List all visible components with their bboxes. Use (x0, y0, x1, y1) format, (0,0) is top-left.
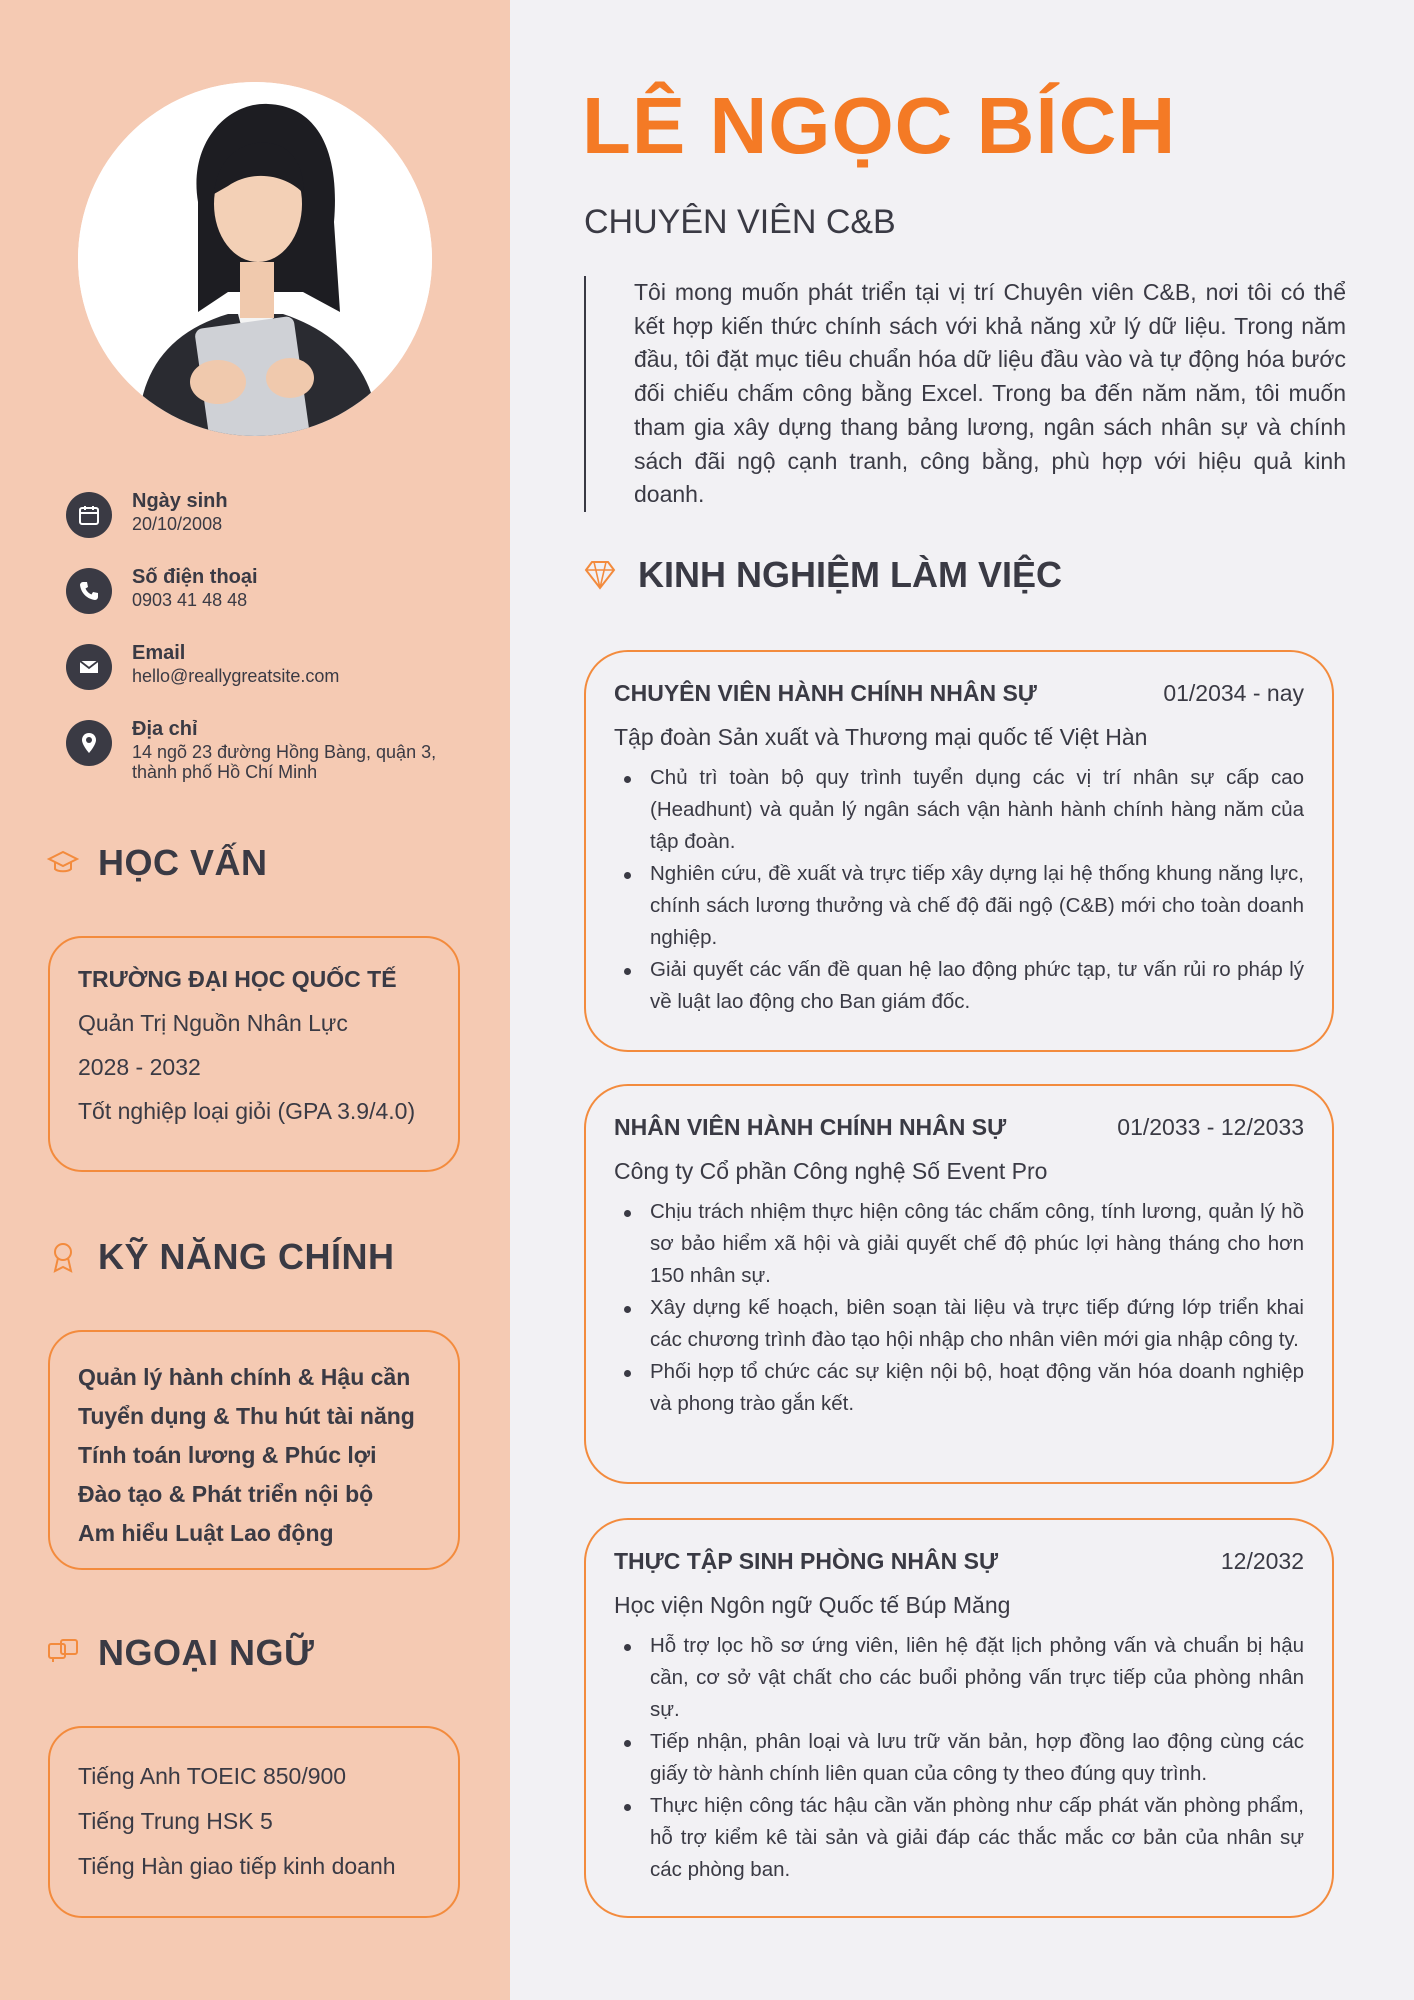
job-card (584, 1518, 1334, 1918)
language-item: Tiếng Hàn giao tiếp kinh doanh (78, 1853, 396, 1879)
job-title: THỰC TẬP SINH PHÒNG NHÂN SỰ (614, 1548, 999, 1574)
contact-address (66, 716, 486, 782)
skills-heading-text: KỸ NĂNG CHÍNH (98, 1236, 395, 1277)
contact-email (66, 640, 486, 692)
education-school: TRƯỜNG ĐẠI HỌC QUỐC TẾ (78, 966, 397, 992)
phone-label: Số điện thoại (132, 566, 258, 588)
experience-heading-text: KINH NGHIỆM LÀM VIỆC (638, 554, 1063, 595)
job-date: 01/2033 - 12/2033 (1117, 1114, 1304, 1140)
job-card (584, 1084, 1334, 1484)
job-date: 12/2032 (1220, 1548, 1304, 1574)
job-bullets (614, 762, 1304, 1018)
language-item: Tiếng Anh TOEIC 850/900 (78, 1763, 347, 1789)
candidate-name: LÊ NGỌC BÍCH (582, 81, 1177, 170)
job-bullets (614, 1196, 1304, 1420)
education-years: 2028 - 2032 (78, 1054, 201, 1080)
diamond-icon (582, 557, 618, 593)
language-item: Tiếng Trung HSK 5 (78, 1808, 273, 1834)
job-date: 01/2034 - nay (1163, 680, 1304, 706)
award-ribbon-icon (46, 1240, 80, 1274)
job-bullet: Thực hiện công tác hậu cần văn phòng như cấp phát văn phòng phẩm, hỗ trợ kiểm kê tài sản và giải đáp các thắc mắc cơ bản của nhân sự các phòng ban. (614, 1790, 1304, 1886)
languages-box (48, 1726, 460, 1918)
job-company: Học viện Ngôn ngữ Quốc tế Búp Măng (614, 1592, 1011, 1618)
job-bullet: Hỗ trợ lọc hồ sơ ứng viên, liên hệ đặt lịch phỏng vấn và chuẩn bị hậu cần, cơ sở vật chất cho các buổi phỏng vấn trực tiếp của phòng nhân sự. (614, 1630, 1304, 1726)
job-company: Công ty Cổ phần Công nghệ Số Event Pro (614, 1158, 1048, 1184)
job-bullet: Nghiên cứu, đề xuất và trực tiếp xây dựng lại hệ thống khung năng lực, chính sách lương thưởng và chế độ đãi ngộ (C&B) mới cho toàn doanh nghiệp. (614, 858, 1304, 954)
skill-item: Am hiểu Luật Lao động (78, 1520, 334, 1546)
skills-box (48, 1330, 460, 1570)
address-line-1: 14 ngõ 23 đường Hồng Bàng, quận 3, (132, 742, 437, 762)
skill-item: Tính toán lương & Phúc lợi (78, 1442, 377, 1468)
experience-heading (582, 554, 1062, 596)
contact-phone (66, 564, 486, 616)
job-bullet: Xây dựng kế hoạch, biên soạn tài liệu và trực tiếp đứng lớp triển khai các chương trình đào tạo hội nhập cho nhân viên mới gia nhập công ty. (614, 1292, 1304, 1356)
graduation-cap-icon (46, 846, 80, 880)
education-heading (46, 842, 268, 884)
skill-item: Tuyển dụng & Thu hút tài năng (78, 1403, 415, 1429)
job-title: NHÂN VIÊN HÀNH CHÍNH NHÂN SỰ (614, 1114, 1007, 1140)
phone-value: 0903 41 48 48 (132, 590, 248, 610)
education-result: Tốt nghiệp loại giỏi (GPA 3.9/4.0) (78, 1098, 416, 1124)
job-bullet: Chủ trì toàn bộ quy trình tuyển dụng các vị trí nhân sự cấp cao (Headhunt) và quản lý ngân sách vận hành hành chính hàng năm của tập đoàn. (614, 762, 1304, 858)
location-pin-icon (66, 720, 112, 766)
skill-item: Quản lý hành chính & Hậu cần (78, 1364, 411, 1390)
education-heading-text: HỌC VẤN (98, 842, 268, 883)
languages-heading-text: NGOẠI NGỮ (98, 1632, 315, 1673)
envelope-icon (66, 644, 112, 690)
email-label: Email (132, 642, 186, 664)
languages-heading (46, 1632, 314, 1674)
career-objective: Tôi mong muốn phát triển tại vị trí Chuyên viên C&B, nơi tôi có thể kết hợp kiến thức chính sách với khả năng xử lý dữ liệu. Trong năm đầu, tôi đặt mục tiêu chuẩn hóa dữ liệu đầu vào và tự động hóa bước đối chiếu chấm công bằng Excel. Trong ba đến năm năm, tôi muốn tham gia xây dựng thang bảng lương, ngân sách nhân sự và chính sách đãi ngộ cạnh tranh, công bằng, phù hợp với hiệu quả kinh doanh. (584, 276, 1346, 512)
job-bullet: Tiếp nhận, phân loại và lưu trữ văn bản, hợp đồng lao động cùng các giấy tờ hành chính liên quan của công ty theo đúng quy trình. (614, 1726, 1304, 1790)
address-label: Địa chỉ (132, 718, 198, 740)
job-title: CHUYÊN VIÊN HÀNH CHÍNH NHÂN SỰ (614, 680, 1037, 706)
main-content (510, 0, 1414, 2000)
job-bullet: Phối hợp tổ chức các sự kiện nội bộ, hoạt động văn hóa doanh nghiệp và phong trào gắn kết. (614, 1356, 1304, 1420)
skills-heading (46, 1236, 395, 1278)
candidate-role: CHUYÊN VIÊN C&B (584, 203, 896, 241)
profile-photo (78, 82, 432, 436)
phone-icon (66, 568, 112, 614)
job-company: Tập đoàn Sản xuất và Thương mại quốc tế Việt Hàn (614, 724, 1148, 750)
birthdate-label: Ngày sinh (132, 490, 228, 512)
skill-item: Đào tạo & Phát triển nội bộ (78, 1481, 374, 1507)
job-card (584, 650, 1334, 1052)
job-bullet: Chịu trách nhiệm thực hiện công tác chấm công, tính lương, quản lý hồ sơ bảo hiểm xã hội và giải quyết chế độ phúc lợi hàng tháng cho hơn 150 nhân sự. (614, 1196, 1304, 1292)
calendar-icon (66, 492, 112, 538)
contact-birthdate (66, 488, 486, 540)
education-major: Quản Trị Nguồn Nhân Lực (78, 1010, 348, 1036)
birthdate-value: 20/10/2008 (132, 514, 223, 534)
translate-icon (46, 1636, 80, 1670)
education-box (48, 936, 460, 1172)
job-bullets (614, 1630, 1304, 1886)
address-line-2: thành phố Hồ Chí Minh (132, 762, 318, 782)
email-value[interactable]: hello@reallygreatsite.com (132, 666, 340, 686)
job-bullet: Giải quyết các vấn đề quan hệ lao động phức tạp, tư vấn rủi ro pháp lý về luật lao động cho Ban giám đốc. (614, 954, 1304, 1018)
contact-list (66, 488, 486, 806)
sidebar (0, 0, 510, 2000)
